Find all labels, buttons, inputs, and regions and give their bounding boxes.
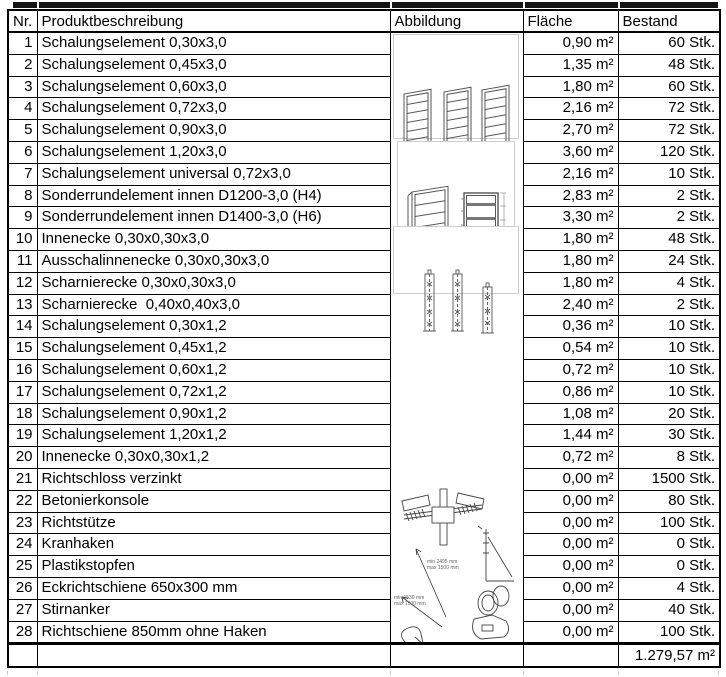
row-area: 3,30 m² xyxy=(523,207,618,229)
row-stock: 4 Stk. xyxy=(618,577,720,599)
corner-post-3 xyxy=(481,283,494,333)
kranhaken-drawing xyxy=(472,586,508,639)
row-stock: 80 Stk. xyxy=(618,490,720,512)
row-number: 26 xyxy=(8,577,37,599)
column-gap-mark xyxy=(37,2,39,8)
row-stock: 72 Stk. xyxy=(618,98,720,120)
row-area: 1,80 m² xyxy=(523,229,618,251)
total-row-empty-area xyxy=(523,644,618,668)
row-number: 17 xyxy=(8,381,37,403)
row-number: 11 xyxy=(8,250,37,272)
row-area: 0,00 m² xyxy=(523,556,618,578)
row-description: Scharnierecke 0,30x0,30x3,0 xyxy=(37,272,390,294)
row-area: 0,54 m² xyxy=(523,338,618,360)
scan-artifact-tick xyxy=(718,671,719,675)
row-number: 12 xyxy=(8,272,37,294)
col-header-nr: Nr. xyxy=(8,10,37,32)
dimension-label: max 1500 mm xyxy=(393,600,426,607)
row-stock: 72 Stk. xyxy=(618,120,720,142)
row-stock: 24 Stk. xyxy=(618,250,720,272)
row-number: 15 xyxy=(8,338,37,360)
row-stock: 100 Stk. xyxy=(618,512,720,534)
col-header-produktbeschreibung: Produktbeschreibung xyxy=(37,10,390,32)
dimension-label: min 2495 mm xyxy=(426,558,457,565)
row-description: Innenecke 0,30x0,30x1,2 xyxy=(37,447,390,469)
column-gap-mark xyxy=(618,2,620,8)
scan-artifact-tick xyxy=(618,671,619,675)
table-row xyxy=(8,556,720,578)
accessories-image xyxy=(393,442,516,640)
table-row xyxy=(8,76,720,98)
row-number: 10 xyxy=(8,229,37,251)
row-number: 5 xyxy=(8,120,37,142)
table-row xyxy=(8,316,720,338)
row-area: 1,80 m² xyxy=(523,76,618,98)
row-stock: 120 Stk. xyxy=(618,141,720,163)
total-row xyxy=(8,644,720,668)
row-stock: 1500 Stk. xyxy=(618,468,720,490)
dimension-label: min 1530 mm xyxy=(393,594,424,601)
row-number: 6 xyxy=(8,141,37,163)
row-number: 16 xyxy=(8,359,37,381)
scan-artifact-tick xyxy=(390,671,391,675)
row-description: Betonierkonsole xyxy=(37,490,390,512)
row-area: 0,72 m² xyxy=(523,447,618,469)
betonierkonsole-drawing xyxy=(478,526,514,581)
corner-post-1 xyxy=(423,270,436,331)
table-row xyxy=(8,54,720,76)
table-row xyxy=(8,381,720,403)
col-header-flaeche: Fläche xyxy=(523,10,618,32)
row-area: 1,80 m² xyxy=(523,272,618,294)
row-description: Schalungselement 0,30x1,2 xyxy=(37,316,390,338)
row-area: 0,86 m² xyxy=(523,381,618,403)
cropped-table-edge xyxy=(13,2,718,8)
row-area: 0,36 m² xyxy=(523,316,618,338)
row-stock: 10 Stk. xyxy=(618,381,720,403)
universal-panel-image xyxy=(397,141,515,229)
table-row xyxy=(8,272,720,294)
table-row xyxy=(8,141,720,163)
row-description: Sonderrundelement innen D1400-3,0 (H6) xyxy=(37,207,390,229)
row-stock: 60 Stk. xyxy=(618,32,720,54)
column-gap-mark xyxy=(523,2,525,8)
row-stock: 100 Stk. xyxy=(618,621,720,644)
row-stock: 10 Stk. xyxy=(618,338,720,360)
col-header-abbildung: Abbildung xyxy=(390,10,523,32)
row-area: 2,70 m² xyxy=(523,120,618,142)
col-header-bestand: Bestand xyxy=(618,10,720,32)
table-row xyxy=(8,98,720,120)
total-row-empty-nr xyxy=(8,644,37,668)
row-stock: 0 Stk. xyxy=(618,556,720,578)
table-row xyxy=(8,120,720,142)
table-row xyxy=(8,207,720,229)
row-area: 0,00 m² xyxy=(523,468,618,490)
row-area: 0,00 m² xyxy=(523,512,618,534)
row-number: 4 xyxy=(8,98,37,120)
row-number: 3 xyxy=(8,76,37,98)
table-row xyxy=(8,468,720,490)
table-row xyxy=(8,294,720,316)
row-area: 0,90 m² xyxy=(523,32,618,54)
column-gap-mark xyxy=(390,2,392,8)
row-number: 20 xyxy=(8,447,37,469)
row-area: 1,08 m² xyxy=(523,403,618,425)
table-row xyxy=(8,229,720,251)
row-number: 7 xyxy=(8,163,37,185)
row-stock: 10 Stk. xyxy=(618,163,720,185)
row-description: Eckrichtschiene 650x300 mm xyxy=(37,577,390,599)
row-stock: 40 Stk. xyxy=(618,599,720,621)
row-number: 27 xyxy=(8,599,37,621)
table-row xyxy=(8,577,720,599)
dimension-label: max 1500 mm xyxy=(426,564,459,571)
row-description: Scharnierecke 0,40x0,40x3,0 xyxy=(37,294,390,316)
row-area: 2,16 m² xyxy=(523,98,618,120)
row-description: Schalungselement 0,45x1,2 xyxy=(37,338,390,360)
row-number: 23 xyxy=(8,512,37,534)
row-description: Schalungselement 0,90x1,2 xyxy=(37,403,390,425)
row-number: 9 xyxy=(8,207,37,229)
row-stock: 48 Stk. xyxy=(618,229,720,251)
richtschiene-drawing xyxy=(450,643,512,644)
row-description: Plastikstopfen xyxy=(37,556,390,578)
row-number: 28 xyxy=(8,621,37,644)
row-area: 0,00 m² xyxy=(523,490,618,512)
row-area: 0,00 m² xyxy=(523,534,618,556)
row-stock: 4 Stk. xyxy=(618,272,720,294)
corner-posts-image xyxy=(393,226,519,294)
corner-post-2 xyxy=(451,270,464,331)
stirnanker-drawing xyxy=(401,626,440,643)
row-description: Richtstütze xyxy=(37,512,390,534)
total-area-value: 1.279,57 m² xyxy=(618,644,720,668)
row-description: Richtschloss verzinkt xyxy=(37,468,390,490)
table-row xyxy=(8,359,720,381)
table-row xyxy=(8,403,720,425)
row-description: Innenecke 0,30x0,30x3,0 xyxy=(37,229,390,251)
row-number: 2 xyxy=(8,54,37,76)
row-description: Schalungselement 1,20x1,2 xyxy=(37,425,390,447)
row-stock: 2 Stk. xyxy=(618,294,720,316)
table-row xyxy=(8,185,720,207)
row-stock: 2 Stk. xyxy=(618,185,720,207)
richtschloss-drawing xyxy=(402,489,484,545)
table-row xyxy=(8,338,720,360)
row-number: 1 xyxy=(8,32,37,54)
row-stock: 0 Stk. xyxy=(618,534,720,556)
scan-artifact-tick xyxy=(7,671,8,675)
table-row xyxy=(8,250,720,272)
row-description: Schalungselement 0,72x3,0 xyxy=(37,98,390,120)
row-number: 25 xyxy=(8,556,37,578)
row-area: 0,00 m² xyxy=(523,577,618,599)
row-stock: 30 Stk. xyxy=(618,425,720,447)
row-description: Schalungselement 0,60x3,0 xyxy=(37,76,390,98)
row-number: 22 xyxy=(8,490,37,512)
scan-artifact-tick xyxy=(523,671,524,675)
row-area: 2,40 m² xyxy=(523,294,618,316)
row-stock: 20 Stk. xyxy=(618,403,720,425)
row-number: 8 xyxy=(8,185,37,207)
row-area: 0,72 m² xyxy=(523,359,618,381)
row-stock: 10 Stk. xyxy=(618,316,720,338)
row-number: 13 xyxy=(8,294,37,316)
row-area: 1,44 m² xyxy=(523,425,618,447)
row-stock: 10 Stk. xyxy=(618,359,720,381)
row-stock: 48 Stk. xyxy=(618,54,720,76)
row-number: 21 xyxy=(8,468,37,490)
table-row xyxy=(8,447,720,469)
formwork-panels-image xyxy=(393,34,519,139)
table-row xyxy=(8,621,720,644)
table-row xyxy=(8,512,720,534)
row-description: Schalungselement 0,60x1,2 xyxy=(37,359,390,381)
richtstuetze-drawing xyxy=(394,549,459,627)
table-row xyxy=(8,163,720,185)
row-number: 19 xyxy=(8,425,37,447)
row-description: Schalungselement universal 0,72x3,0 xyxy=(37,163,390,185)
abbildung-cell xyxy=(390,32,523,644)
row-area: 0,00 m² xyxy=(523,599,618,621)
table-row xyxy=(8,599,720,621)
row-number: 14 xyxy=(8,316,37,338)
total-row-empty-abb xyxy=(390,644,523,668)
row-area: 1,35 m² xyxy=(523,54,618,76)
inventory-table xyxy=(7,9,721,668)
row-area: 0,00 m² xyxy=(523,621,618,644)
row-stock: 2 Stk. xyxy=(618,207,720,229)
table-row xyxy=(8,425,720,447)
header-row xyxy=(8,10,720,32)
table-body xyxy=(8,32,720,644)
table-row xyxy=(8,490,720,512)
row-number: 18 xyxy=(8,403,37,425)
scan-artifact-tick xyxy=(37,671,38,675)
total-row-empty-desc xyxy=(37,644,390,668)
table-row xyxy=(8,534,720,556)
row-area: 2,16 m² xyxy=(523,163,618,185)
table-row xyxy=(8,32,720,54)
row-description: Schalungselement 0,45x3,0 xyxy=(37,54,390,76)
row-description: Schalungselement 0,72x1,2 xyxy=(37,381,390,403)
row-description: Stirnanker xyxy=(37,599,390,621)
row-stock: 60 Stk. xyxy=(618,76,720,98)
row-description: Schalungselement 1,20x3,0 xyxy=(37,141,390,163)
row-stock: 8 Stk. xyxy=(618,447,720,469)
row-area: 1,80 m² xyxy=(523,250,618,272)
row-description: Kranhaken xyxy=(37,534,390,556)
row-description: Richtschiene 850mm ohne Haken xyxy=(37,621,390,644)
row-area: 2,83 m² xyxy=(523,185,618,207)
row-number: 24 xyxy=(8,534,37,556)
row-description: Sonderrundelement innen D1200-3,0 (H4) xyxy=(37,185,390,207)
row-area: 3,60 m² xyxy=(523,141,618,163)
row-description: Schalungselement 0,30x3,0 xyxy=(37,32,390,54)
row-description: Ausschalinnenecke 0,30x0,30x3,0 xyxy=(37,250,390,272)
row-description: Schalungselement 0,90x3,0 xyxy=(37,120,390,142)
